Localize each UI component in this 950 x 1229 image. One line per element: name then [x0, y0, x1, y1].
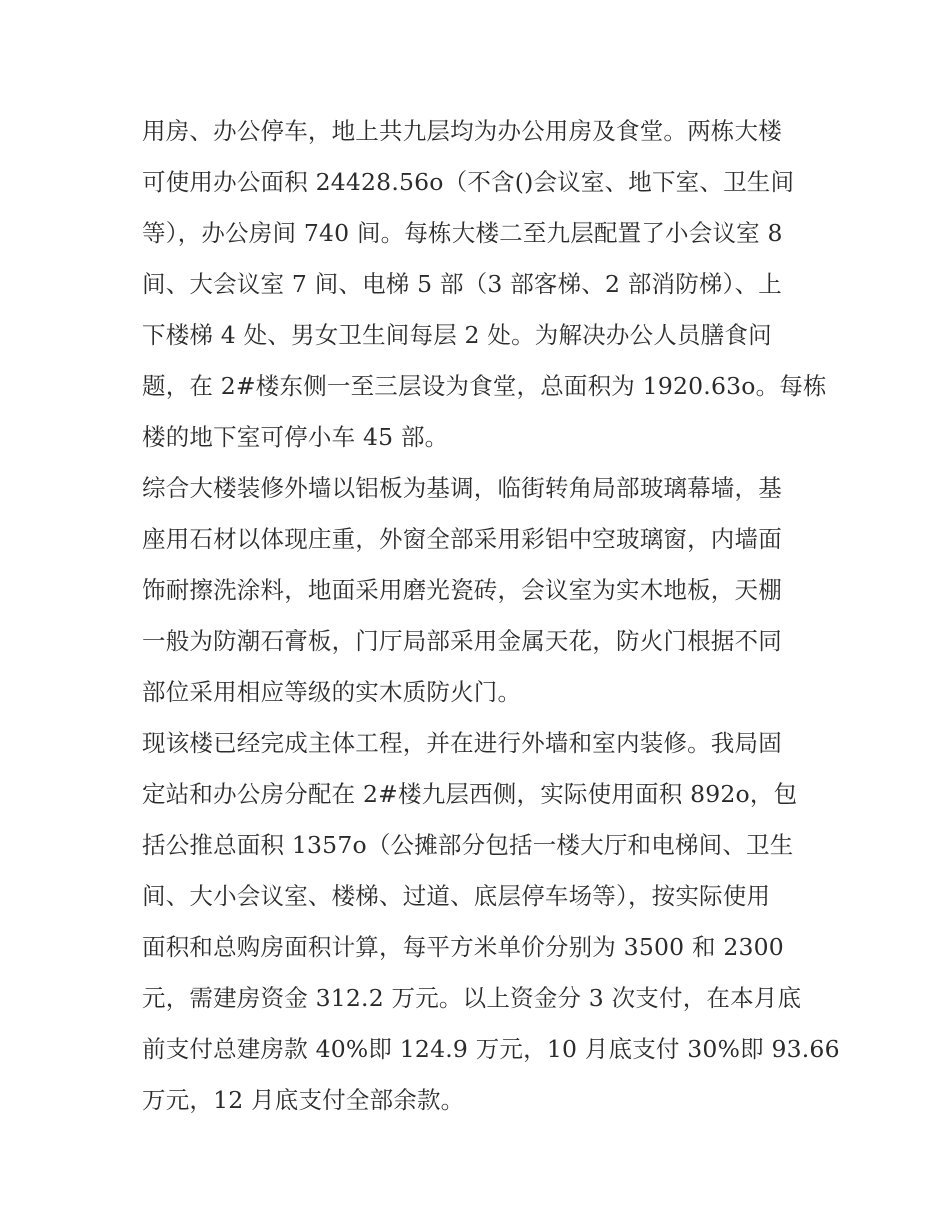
text-line: 现该楼已经完成主体工程，并在进行外墙和室内装修。我局固: [142, 729, 782, 757]
text-line: 等），办公房间 740 间。每栋大楼二至九层配置了小会议室 8: [142, 219, 783, 247]
text-line: 用房、办公停车，地上共九层均为办公用房及食堂。两栋大楼: [142, 117, 782, 145]
text-line: 楼的地下室可停小车 45 部。: [142, 423, 449, 451]
text-line: 括公推总面积 1357o（公摊部分包括一楼大厅和电梯间、卫生: [142, 831, 794, 859]
text-line: 部位采用相应等级的实木质防火门。: [142, 678, 522, 706]
text-line: 万元，12 月底支付全部余款。: [142, 1086, 465, 1114]
document-body: [142, 106, 840, 1126]
text-line: 一般为防潮石膏板，门厅局部采用金属天花，防火门根据不同: [142, 627, 782, 655]
text-line: 间、大会议室 7 间、电梯 5 部（3 部客梯、2 部消防梯）、上: [142, 270, 782, 298]
text-line: 间、大小会议室、楼梯、过道、底层停车场等），按实际使用: [142, 882, 771, 910]
text-line: 饰耐擦洗涂料，地面采用磨光瓷砖，会议室为实木地板，天棚: [142, 576, 782, 604]
text-line: 座用石材以体现庄重，外窗全部采用彩铝中空玻璃窗，内墙面: [142, 525, 782, 553]
text-line: 面积和总购房面积计算，每平方米单价分别为 3500 和 2300: [142, 933, 784, 961]
text-line: 前支付总建房款 40%即 124.9 万元，10 月底支付 30%即 93.66: [142, 1035, 840, 1063]
text-line: 可使用办公面积 24428.56o（不含()会议室、地下室、卫生间: [142, 168, 795, 196]
text-line: 定站和办公房分配在 2#楼九层西侧，实际使用面积 892o，包: [142, 780, 798, 808]
text-line: 下楼梯 4 处、男女卫生间每层 2 处。为解决办公人员膳食问: [142, 321, 772, 349]
text-line: 题，在 2#楼东侧一至三层设为食堂，总面积为 1920.63o。每栋: [142, 372, 827, 400]
text-line: 综合大楼装修外墙以铝板为基调，临街转角局部玻璃幕墙，基: [142, 474, 782, 502]
text-line: 元，需建房资金 312.2 万元。以上资金分 3 次支付，在本月底: [142, 984, 802, 1012]
